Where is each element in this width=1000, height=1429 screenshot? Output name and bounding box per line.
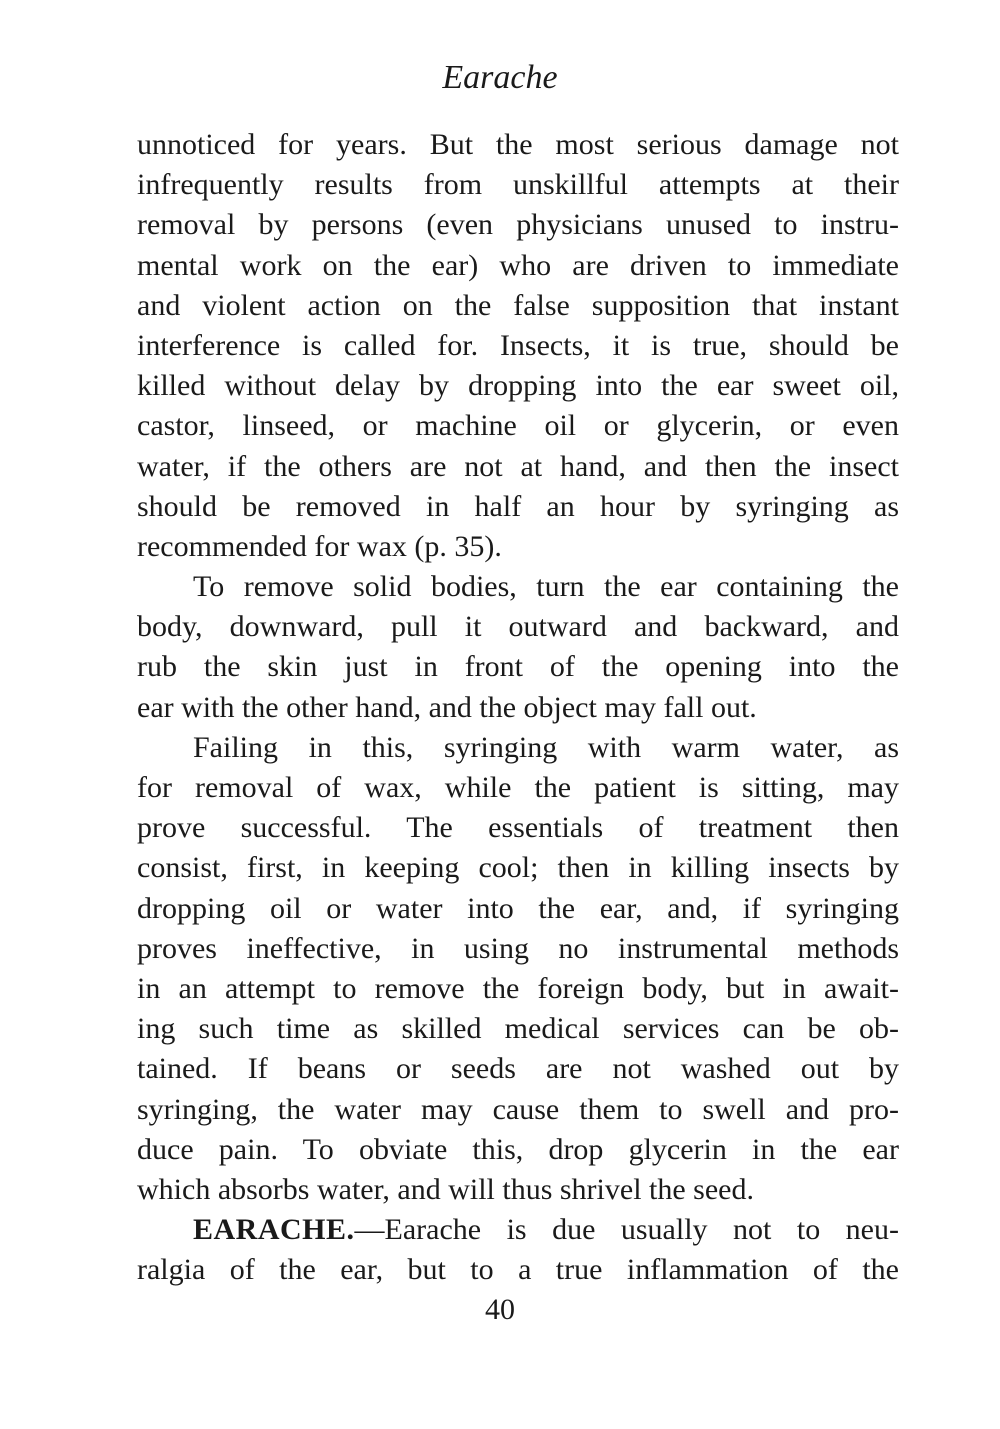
text-line: mental work on the ear) who are driven to immediate [137, 248, 899, 282]
text-run: —Earache is due usually not to neu- [354, 1213, 899, 1247]
text-line: in an attempt to remove the foreign body, but in await- [137, 971, 899, 1005]
text-line: dropping oil or water into the ear, and, if syringing [137, 891, 899, 925]
text-line: To remove solid bodies, turn the ear containing the [193, 570, 899, 604]
text-line: unnoticed for years. But the most serious damage not [137, 128, 899, 161]
text-line: should be removed in half an hour by syringing as [137, 489, 899, 523]
text-line: killed without delay by dropping into the ear sweet oil, [137, 369, 899, 403]
text-line: proves ineffective, in using no instrumental methods [137, 931, 899, 965]
text-line: tained. If beans or seeds are not washed out by [137, 1052, 899, 1086]
paragraph-solid-bodies [137, 567, 899, 728]
text-line: infrequently results from unskillful attempts at their [137, 168, 899, 202]
text-line: castor, linseed, or machine oil or glycerin, or even [137, 409, 899, 443]
text-line: water, if the others are not at hand, and then the insect [137, 449, 899, 483]
text-line: consist, first, in keeping cool; then in killing insects by [137, 851, 899, 885]
running-title: Earache [442, 59, 558, 96]
text-line: syringing, the water may cause them to swell and pro- [137, 1092, 899, 1126]
text-line: recommended for wax (p. 35). [137, 529, 502, 563]
text-line: removal by persons (even physicians unused to instru- [137, 208, 899, 242]
text-line [137, 1210, 899, 1250]
text-line: and violent action on the false supposition that instant [137, 288, 899, 322]
text-line: for removal of wax, while the patient is sitting, may [137, 771, 899, 804]
section-heading-earache: EARACHE. [193, 1213, 355, 1247]
paragraph-syringing [137, 728, 899, 1210]
paragraph-foreign-bodies-damage [137, 125, 899, 567]
text-line: ing such time as skilled medical services can be ob- [137, 1012, 899, 1046]
text-line: Failing in this, syringing with warm water, as [193, 730, 899, 764]
body-text [137, 125, 899, 1290]
text-line: which absorbs water, and will thus shrivel the seed. [137, 1172, 754, 1206]
text-line: rub the skin just in front of the opening into the [137, 650, 899, 684]
text-line: body, downward, pull it outward and backward, and [137, 610, 899, 644]
page-number: 40 [485, 1293, 515, 1326]
text-line: interference is called for. Insects, it is true, should be [137, 328, 899, 362]
text-line: prove successful. The essentials of treatment then [137, 811, 899, 845]
text-line: ralgia of the ear, but to a true inflammation of the [137, 1253, 899, 1287]
text-line: ear with the other hand, and the object may fall out. [137, 690, 757, 724]
text-line: duce pain. To obviate this, drop glycerin in the ear [137, 1132, 899, 1166]
paragraph-earache [137, 1210, 899, 1290]
